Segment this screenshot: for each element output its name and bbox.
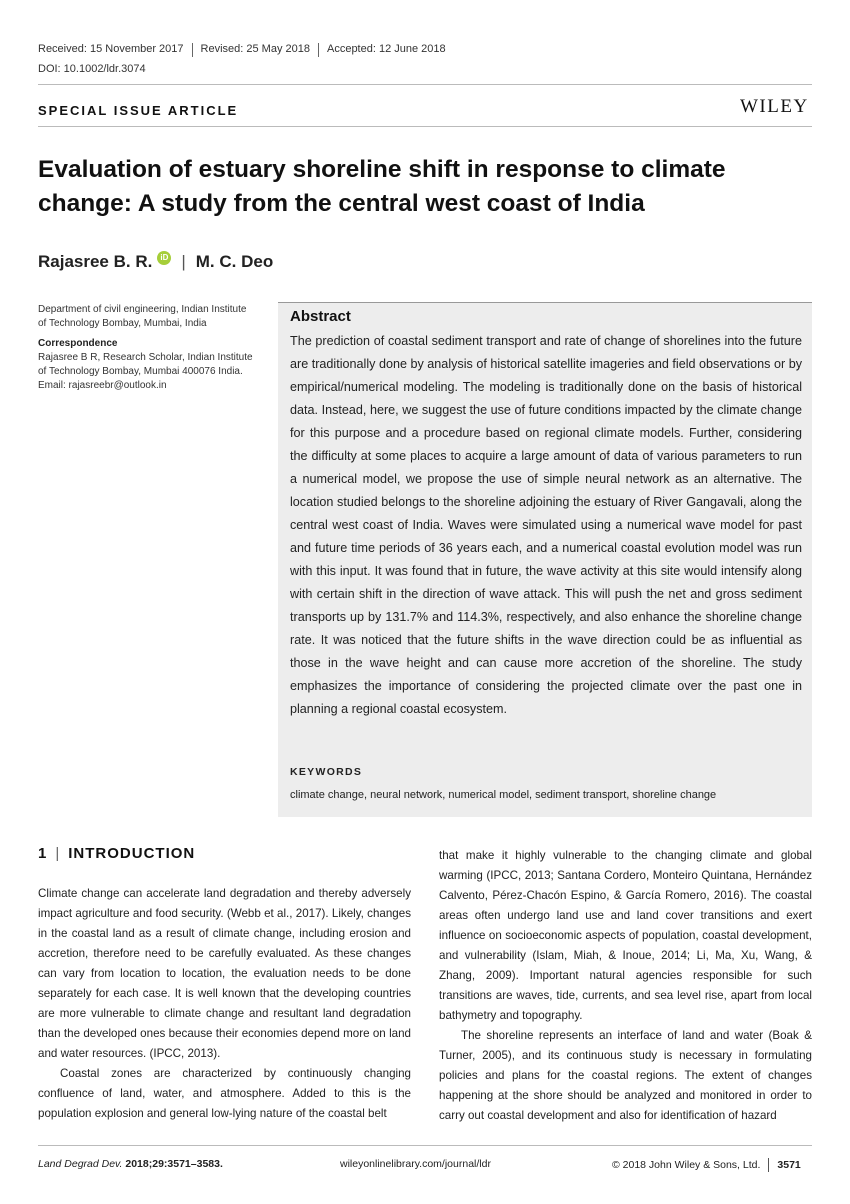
journal-citation xyxy=(38,1158,223,1170)
body-column-right xyxy=(439,846,812,1126)
type-rule xyxy=(38,126,812,127)
orcid-icon[interactable]: iD xyxy=(157,251,171,265)
header-rule xyxy=(38,84,812,85)
affiliation-block xyxy=(38,303,253,393)
article-dates xyxy=(38,43,446,57)
author-name[interactable]: Rajasree B. R. xyxy=(38,252,153,271)
journal-volume: 2018;29:3571–3583. xyxy=(125,1158,223,1170)
date-divider xyxy=(192,43,193,57)
section-number: 1 xyxy=(38,845,48,862)
date-divider xyxy=(318,43,319,57)
abstract-text: The prediction of coastal sediment transport and rate of change of shorelines into the future are traditionally done by analysis of historical satellite imageries and field observations or by empirical/numerical modeling. The modeling is traditionally done on the basis of historical data. Instead, here, we suggest the use of future conditions impacted by the climate change for this purpose and a procedure based on regional climate models. Further, considering the difficulty at some places to acquire a large amount of data of various parameters to run a numerical model, we propose the use of simple neural network as an alternative. The location studied belongs to the shoreline adjoining the estuary of River Gangavali, along the central west coast of India. Waves were simulated using a numerical wave model for past and future time periods of 36 years each, and a numerical coastal evolution model was run with this input. It was found that in future, the wave activity at this site would intensify along with certain shift in the direction of wave attack. This will push the net and gross sediment transports up by 131.7% and 114.3%, respectively, and also enhance the shoreline change rate. It was noticed that the future shifts in the wave direction could be as influential as those in the wave height and can cause more accretion of the shoreline. The study emphasizes the importance of considering the projected climate over the past one in planning a regional coastal ecosystem. xyxy=(290,334,802,716)
author-separator: | xyxy=(181,252,186,271)
section-heading xyxy=(38,845,195,862)
section-title: INTRODUCTION xyxy=(68,845,196,862)
article-type: SPECIAL ISSUE ARTICLE xyxy=(38,103,239,118)
correspondence-email[interactable]: Email: rajasreebr@outlook.in xyxy=(38,380,167,391)
section-bar: | xyxy=(55,845,61,862)
page-number: 3571 xyxy=(777,1159,801,1171)
body-paragraph: that make it highly vulnerable to the changing climate and global warming (IPCC, 2013; Santana Cordero, Monteiro Quintana, Hernández Calvento, Pérez-Chacón Espino, & García Romero, 2016). The coastal areas often undergo land use and land cover transitions and exert influence on socioeconomic aspects of population, coastal development, and vulnerability (Islam, Miah, & Inoue, 2014; Li, Ma, Xu, Wang, & Zhang, 2009). Important natural agencies responsible for such transitions are waves, tide, currents, and sea level rise, apart from local bathymetry and topography. xyxy=(439,849,812,1022)
author-name[interactable]: M. C. Deo xyxy=(195,252,274,271)
accepted-date: Accepted: 12 June 2018 xyxy=(326,43,446,55)
keywords-heading: KEYWORDS xyxy=(290,766,363,778)
footer-right xyxy=(612,1158,801,1172)
body-column-left xyxy=(38,884,411,1124)
affiliation: Department of civil engineering, Indian Institute of Technology Bombay, Mumbai, India xyxy=(38,304,247,329)
article-title: Evaluation of estuary shoreline shift in response to climate change: A study from the central west coast of India xyxy=(38,156,726,217)
received-date: Received: 15 November 2017 xyxy=(38,43,184,55)
abstract-heading: Abstract xyxy=(290,308,351,325)
footer-rule xyxy=(38,1145,812,1146)
journal-name: Land Degrad Dev. xyxy=(38,1158,123,1170)
doi[interactable]: DOI: 10.1002/ldr.3074 xyxy=(38,63,146,75)
footer-divider xyxy=(768,1158,769,1172)
keywords-list: climate change, neural network, numerical model, sediment transport, shoreline change xyxy=(290,789,717,801)
body-paragraph: The shoreline represents an interface of land and water (Boak & Turner, 2005), and its continuous study is necessary in formulating policies and plans for the coastal regions. The extent of changes happening at the shore should be analyzed and monitored in order to carry out coastal development and also for identification of hazard xyxy=(439,1029,812,1122)
body-paragraph: Climate change can accelerate land degradation and thereby adversely impact agriculture and food security. (Webb et al., 2017). Likely, changes in the coastal land as a result of climate change, including erosion and accretion, therefore need to be carefully evaluated. As these changes can vary from location to location, the evaluation needs to be done separately for each case. It is well known that the developing countries are more vulnerable to climate change and resultant land degradation than the developed ones because their economies depend more on land and water resources. (IPCC, 2013). xyxy=(38,887,411,1060)
copyright: © 2018 John Wiley & Sons, Ltd. xyxy=(612,1159,761,1171)
body-paragraph: Coastal zones are characterized by continuously changing confluence of land, water, and atmosphere. Added to this is the population explosion and general low-lying nature of the coastal belt xyxy=(38,1067,411,1120)
correspondence-label: Correspondence xyxy=(38,338,118,349)
author-list xyxy=(38,252,273,272)
correspondence-address: Rajasree B R, Research Scholar, Indian Institute of Technology Bombay, Mumbai 400076 India. xyxy=(38,352,253,377)
journal-url[interactable]: wileyonlinelibrary.com/journal/ldr xyxy=(340,1158,491,1170)
publisher-logo: WILEY xyxy=(740,96,809,117)
revised-date: Revised: 25 May 2018 xyxy=(200,43,310,55)
